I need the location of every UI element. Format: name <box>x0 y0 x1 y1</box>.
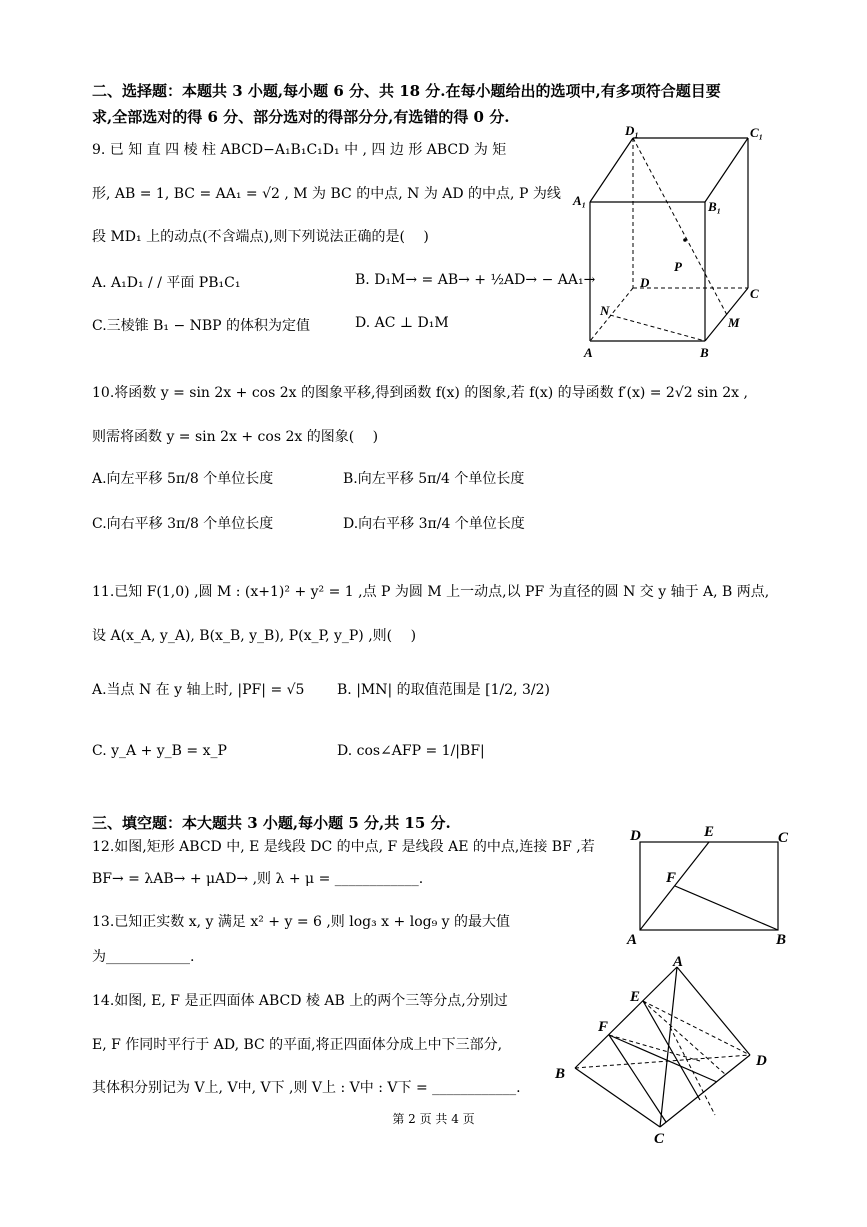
label-d: D <box>756 1053 767 1069</box>
q11-option-a: A.当点 N 在 y 轴上时, |PF| = √5 <box>92 682 305 698</box>
q10-option-b: B.向左平移 5π/4 个单位长度 <box>343 471 525 487</box>
label-p: P <box>674 259 682 274</box>
q11-option-d: D. cos∠AFP = 1/|BF| <box>337 743 485 759</box>
label-c: C <box>750 286 759 301</box>
page-footer: 第 2 页 共 4 页 <box>392 1112 475 1126</box>
q12-line2: BF→ = λAB→ + μAD→ ,则 λ + μ = ____________. <box>92 871 424 887</box>
q10-option-a: A.向左平移 5π/8 个单位长度 <box>92 471 274 487</box>
q13-line1: 13.已知正实数 x, y 满足 x² + y = 6 ,则 log₃ x + log₉ y 的最大值 <box>92 914 511 930</box>
q10-option-c: C.向右平移 3π/8 个单位长度 <box>92 516 274 532</box>
label-a1: A₁ <box>573 193 587 208</box>
label-m: M <box>728 315 740 330</box>
label-a: A <box>673 955 684 970</box>
label-d: D <box>630 828 641 844</box>
q13-line2: 为____________. <box>92 949 195 965</box>
q9-option-d: D. AC ⊥ D₁M <box>355 315 449 331</box>
section2-heading-line1: 二、选择题：本题共 3 小题,每小题 6 分、共 18 分.在每小题给出的选项中,有多项符合题目要 <box>92 82 721 100</box>
label-b: B <box>555 1066 566 1082</box>
label-b: B <box>776 932 787 948</box>
q9-prism-figure <box>570 125 770 365</box>
q11-option-c: C. y_A + y_B = x_P <box>92 743 227 759</box>
q9-option-b: B. D₁M→ = AB→ + ½AD→ − AA₁→ <box>355 272 596 288</box>
q9-line3: 段 MD₁ 上的动点(不含端点),则下列说法正确的是( ) <box>92 229 429 245</box>
label-a: A <box>584 345 593 360</box>
label-e: E <box>704 824 715 840</box>
label-c: C <box>654 1131 665 1145</box>
q9-line1: 9. 已 知 直 四 棱 柱 ABCD−A₁B₁C₁D₁ 中 , 四 边 形 ABCD 为 矩 <box>92 142 507 158</box>
q10-option-d: D.向右平移 3π/4 个单位长度 <box>343 516 525 532</box>
label-f: F <box>598 1019 609 1035</box>
label-f: F <box>666 870 677 886</box>
label-b1: B₁ <box>708 199 722 214</box>
label-e: E <box>630 989 641 1005</box>
q9-line2: 形, AB = 1, BC = AA₁ = √2 , M 为 BC 的中点, N 为 AD 的中点, P 为线 <box>92 186 561 202</box>
label-d: D <box>640 275 650 290</box>
q10-line1: 10.将函数 y = sin 2x + cos 2x 的图象平移,得到函数 f(x) 的图象,若 f(x) 的导函数 f′(x) = 2√2 sin 2x , <box>92 385 748 401</box>
section3-heading: 三、填空题：本大题共 3 小题,每小题 5 分,共 15 分. <box>92 814 451 832</box>
label-d1: D₁ <box>625 125 639 138</box>
section2-heading-line2: 求,全部选对的得 6 分、部分选对的得部分分,有选错的得 0 分. <box>92 108 510 126</box>
label-n: N <box>600 303 610 318</box>
label-b: B <box>700 345 709 360</box>
q9-option-a: A. A₁D₁ / / 平面 PB₁C₁ <box>92 275 241 291</box>
q9-option-c: C.三棱锥 B₁ − NBP 的体积为定值 <box>92 318 311 334</box>
q11-line2: 设 A(x_A, y_A), B(x_B, y_B), P(x_P, y_P) ,则( ) <box>92 628 417 644</box>
label-a: A <box>627 932 638 948</box>
q14-line1: 14.如图, E, F 是正四面体 ABCD 棱 AB 上的两个三等分点,分别过 <box>92 993 508 1009</box>
label-c1: C₁ <box>750 125 764 140</box>
q12-line1: 12.如图,矩形 ABCD 中, E 是线段 DC 的中点, F 是线段 AE 的中点,连接 BF ,若 <box>92 839 595 855</box>
q14-line2: E, F 作同时平行于 AD, BC 的平面,将正四面体分成上中下三部分, <box>92 1037 503 1053</box>
q12-rectangle-figure <box>620 820 800 950</box>
q11-option-b: B. |MN| 的取值范围是 [1/2, 3/2) <box>337 682 550 698</box>
q11-line1: 11.已知 F(1,0) ,圆 M : (x+1)² + y² = 1 ,点 P 为圆 M 上一动点,以 PF 为直径的圆 N 交 y 轴于 A, B 两点, <box>92 584 770 600</box>
q10-line2: 则需将函数 y = sin 2x + cos 2x 的图象( ) <box>92 429 379 445</box>
q14-line3: 其体积分别记为 V上, V中, V下 ,则 V上 : V中 : V下 = ____________. <box>92 1080 521 1096</box>
label-c: C <box>778 830 789 846</box>
